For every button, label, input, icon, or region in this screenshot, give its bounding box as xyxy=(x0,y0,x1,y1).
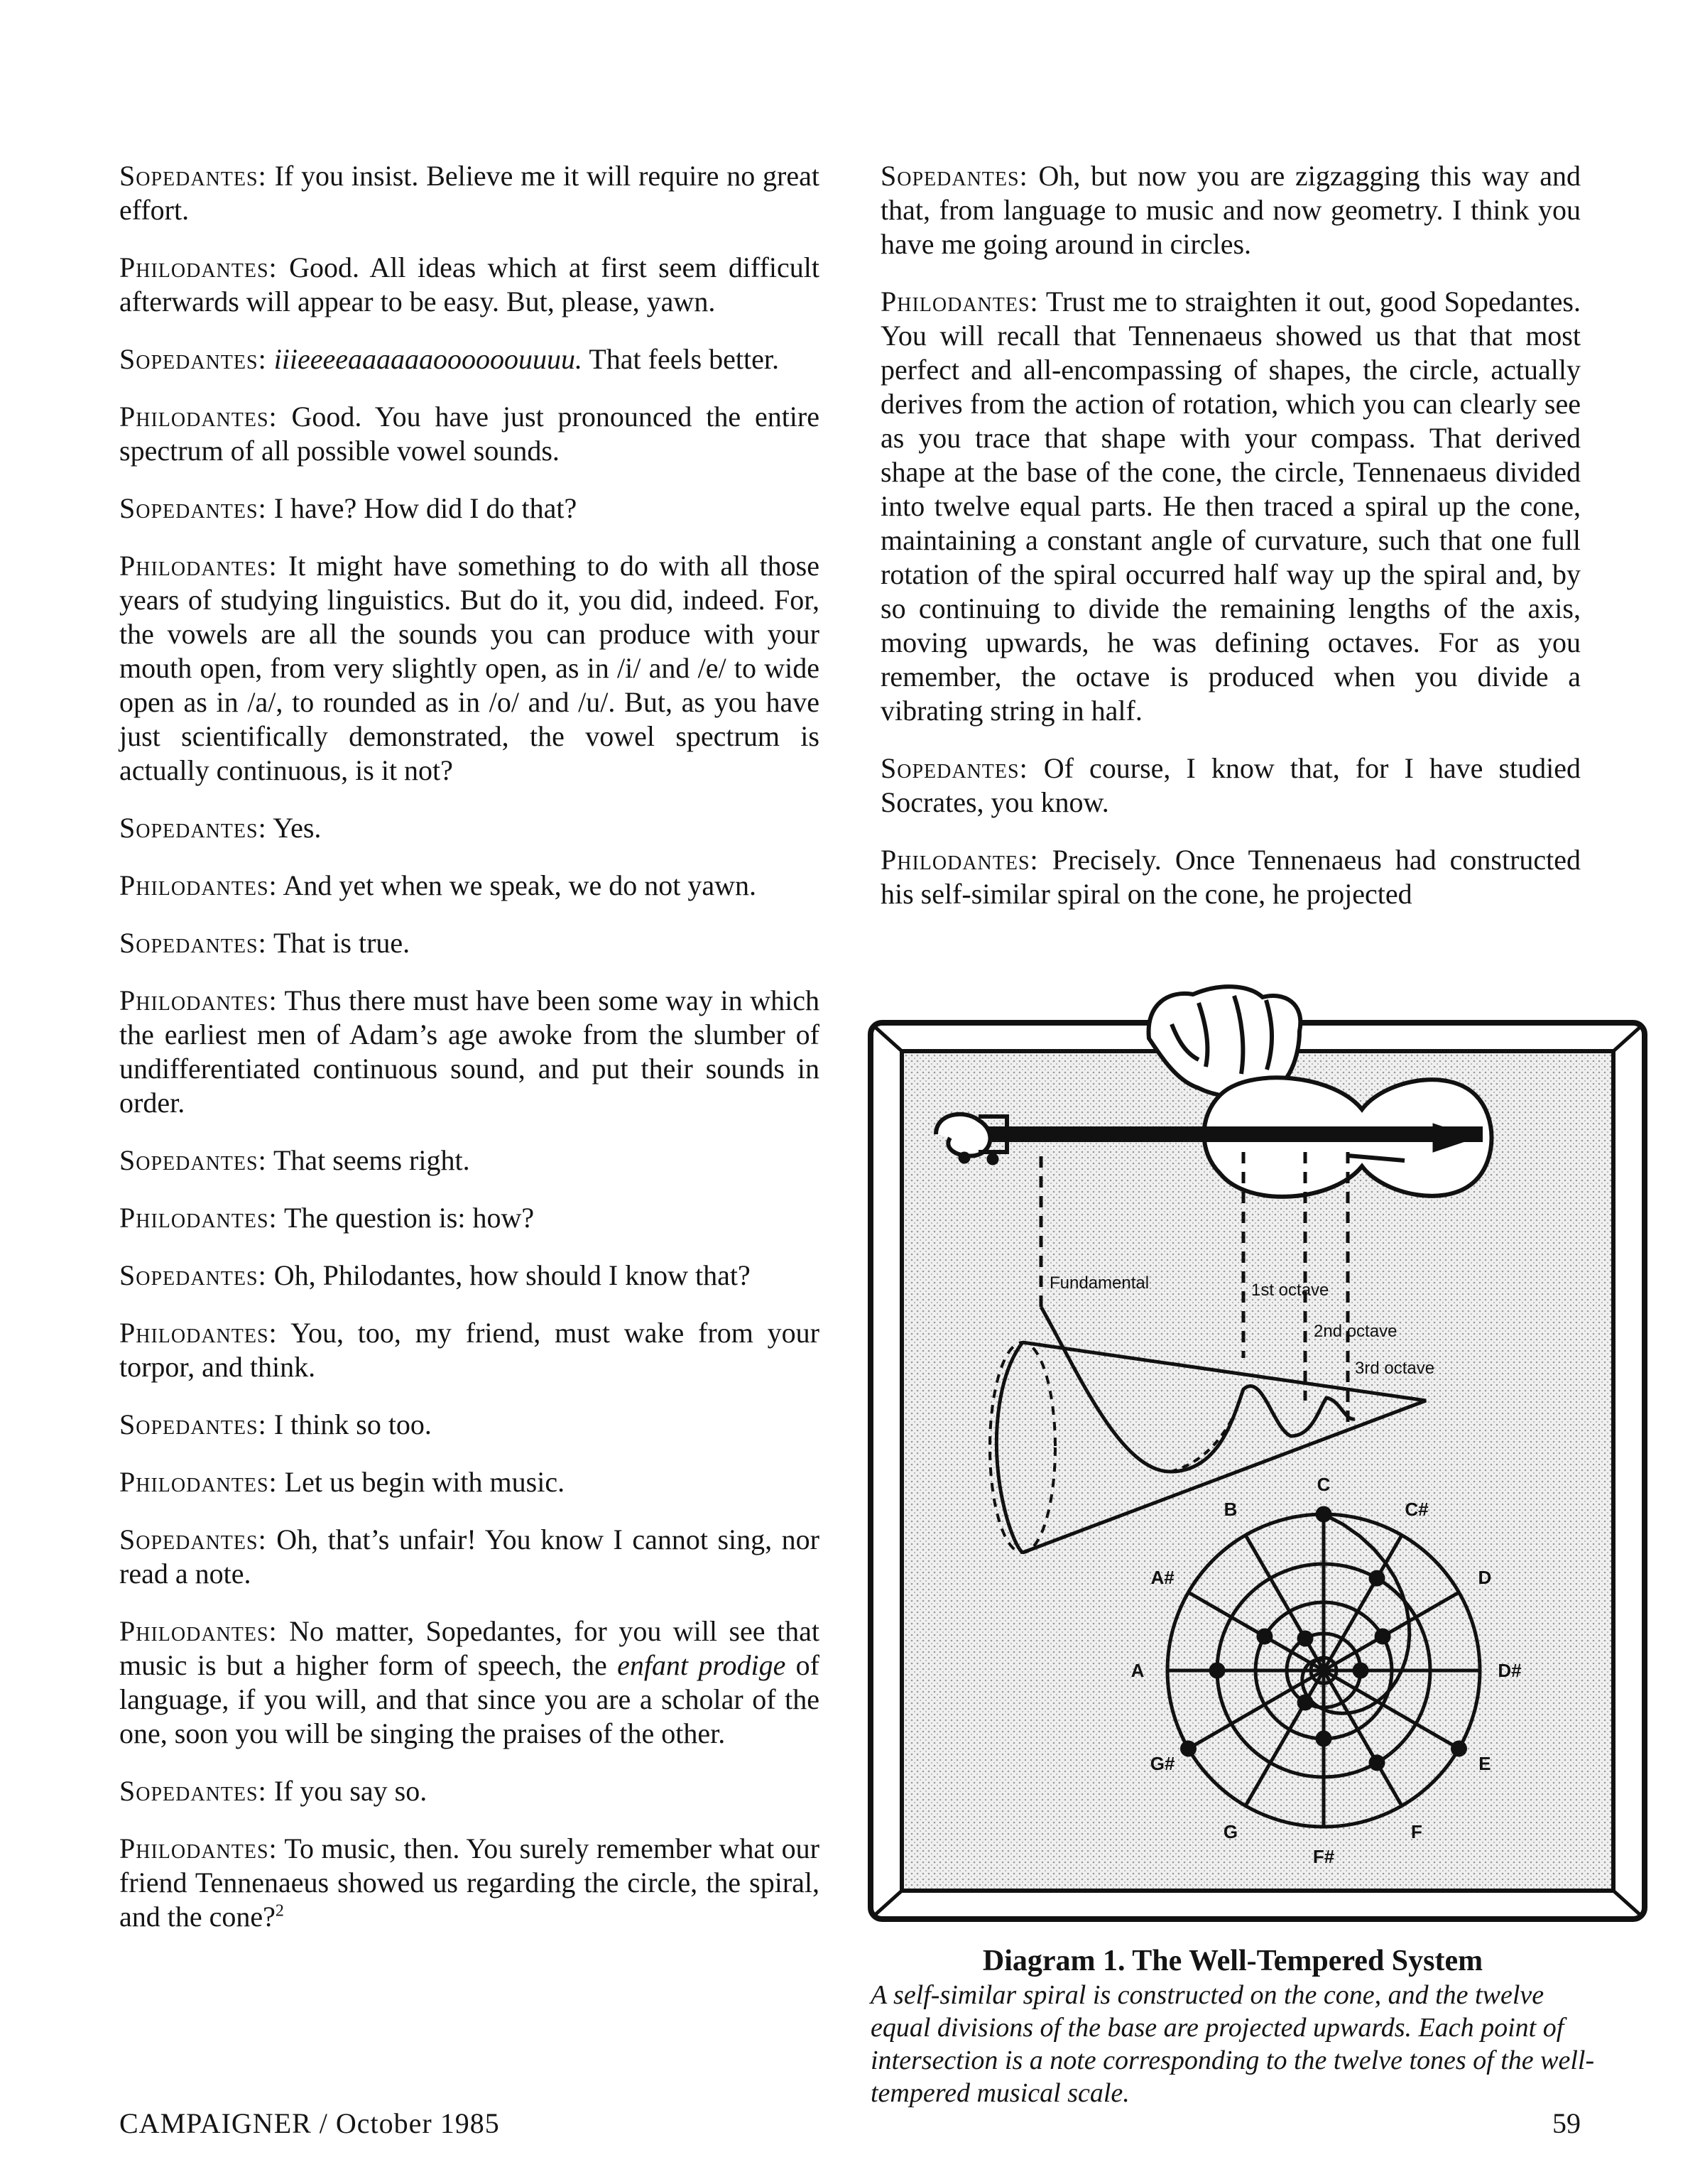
dialogue-paragraph xyxy=(119,251,819,319)
label-3rd-octave: 3rd octave xyxy=(1355,1359,1435,1378)
label-2nd-octave: 2nd octave xyxy=(1314,1322,1397,1341)
spiral-node xyxy=(1258,1630,1271,1643)
speaker-name: Philodantes: xyxy=(119,401,278,433)
dialogue-paragraph xyxy=(119,869,819,903)
dialogue-text: Of course, I know that, for I have studied Socrates, you know. xyxy=(881,752,1581,818)
note-label: F# xyxy=(1312,1846,1335,1867)
speaker-name: Sopedantes: xyxy=(881,752,1028,784)
caption-title: Diagram 1. The Well-Tempered System xyxy=(982,1945,1483,1977)
dialogue-text: If you say so. xyxy=(273,1775,427,1807)
note-label: A# xyxy=(1150,1567,1175,1588)
dialogue-text: Yes. xyxy=(273,812,322,844)
spiral-node xyxy=(1371,1756,1383,1769)
publication-line: CAMPAIGNER / October 1985 xyxy=(119,2107,500,2139)
dialogue-paragraph xyxy=(119,400,819,468)
speaker-name: Sopedantes: xyxy=(119,1259,267,1291)
speaker-name: Sopedantes: xyxy=(119,492,267,524)
speaker-name: Philodantes: xyxy=(881,844,1039,876)
dialogue-paragraph xyxy=(881,751,1581,820)
dialogue-text: No matter, Sopedantes, for you will see that music is but a higher form of speech, the xyxy=(119,1615,820,1681)
note-label: D xyxy=(1478,1567,1492,1588)
dialogue-text: And yet when we speak, we do not yawn. xyxy=(283,869,756,901)
dialogue-text: Good. You have just pronounced the entire spectrum of all possible vowel sounds. xyxy=(119,401,819,467)
dialogue-paragraph xyxy=(881,159,1581,261)
spiral-node xyxy=(1182,1742,1195,1755)
dialogue-paragraph xyxy=(119,1316,819,1384)
dialogue-paragraph xyxy=(119,926,819,960)
spiral-node xyxy=(1299,1632,1312,1645)
note-label: B xyxy=(1224,1499,1238,1521)
spiral-node xyxy=(1317,1732,1330,1745)
dialogue-paragraph xyxy=(119,159,819,227)
speaker-name: Philodantes: xyxy=(881,286,1039,317)
dialogue-paragraph xyxy=(119,1201,819,1235)
dialogue-text: Precisely. Once Tennenaeus had constructed his self-similar spiral on the cone, he projected xyxy=(881,844,1581,910)
speaker-name: Sopedantes: xyxy=(119,1144,267,1176)
footnote-marker: 2 xyxy=(275,1901,284,1920)
dialogue-text: Oh, that’s unfair! You know I cannot sing, nor read a note. xyxy=(119,1523,820,1590)
dialogue-paragraph xyxy=(119,1465,819,1499)
note-label: G xyxy=(1223,1820,1238,1842)
italic-text: enfant prodige xyxy=(617,1649,786,1681)
note-label: F xyxy=(1411,1820,1422,1842)
dialogue-paragraph xyxy=(119,342,819,376)
label-fundamental: Fundamental xyxy=(1050,1273,1150,1293)
dialogue-paragraph xyxy=(119,1774,819,1808)
diagram-well-tempered-system xyxy=(865,974,1650,1926)
speaker-name: Sopedantes: xyxy=(881,160,1028,192)
dialogue-paragraph xyxy=(881,843,1581,911)
note-label: A xyxy=(1130,1660,1145,1681)
speaker-name: Philodantes: xyxy=(119,1466,278,1498)
dialogue-paragraph xyxy=(119,811,819,845)
dialogue-text: That is true. xyxy=(273,927,410,959)
note-label: C xyxy=(1317,1474,1331,1495)
spiral-node xyxy=(1376,1630,1389,1643)
note-label: D# xyxy=(1498,1660,1522,1681)
dialogue-paragraph xyxy=(119,1259,819,1293)
dialogue-paragraph xyxy=(119,1143,819,1178)
speaker-name: Philodantes: xyxy=(119,251,278,283)
dialogue-text: That seems right. xyxy=(273,1144,470,1176)
italic-text: iiieeeeaaaaaaoooooouuuu. xyxy=(273,343,583,375)
dialogue-paragraph xyxy=(119,1523,819,1591)
dialogue-text: That feels better. xyxy=(582,343,779,375)
speaker-name: Philodantes: xyxy=(119,550,278,582)
dialogue-text: If you insist. Believe me it will require no great effort. xyxy=(119,160,820,226)
dialogue-text: You, too, my friend, must wake from your torpor, and think. xyxy=(119,1317,819,1383)
speaker-name: Sopedantes: xyxy=(119,927,267,959)
speaker-name: Philodantes: xyxy=(119,869,278,901)
page-number: 59 xyxy=(1552,2107,1581,2139)
figure-caption xyxy=(871,1943,1595,2109)
speaker-name: Sopedantes: xyxy=(119,1408,267,1440)
dialogue-text: Oh, but now you are zigzagging this way and that, from language to music and now geometry. I think you have me going around in circles. xyxy=(881,160,1581,260)
speaker-name: Philodantes: xyxy=(119,1317,278,1349)
note-label: C# xyxy=(1405,1499,1429,1521)
speaker-name: Philodantes: xyxy=(119,1202,278,1234)
speaker-name: Philodantes: xyxy=(119,1832,278,1864)
speaker-name: Sopedantes: xyxy=(119,160,267,192)
speaker-name: Sopedantes: xyxy=(119,812,267,844)
dialogue-text-continued: of language, if you will, and that since you are a scholar of the one, soon you will be singing the praises of the other. xyxy=(119,1649,819,1749)
dialogue-paragraph xyxy=(881,285,1581,728)
dialogue-text: The question is: how? xyxy=(283,1202,535,1234)
speaker-name: Sopedantes: xyxy=(119,1523,267,1555)
dialogue-paragraph xyxy=(119,549,819,788)
dialogue-paragraph xyxy=(119,1832,819,1934)
spiral-node xyxy=(1211,1664,1224,1677)
spiral-node xyxy=(1453,1742,1466,1755)
dialogue-text: Let us begin with music. xyxy=(284,1466,565,1498)
speaker-name: Sopedantes: xyxy=(119,1775,267,1807)
dialogue-text: Thus there must have been some way in which the earliest men of Adam’s age awoke from the slumber of undifferentiated continuous sound, and put their sounds in order. xyxy=(119,984,819,1119)
dialogue-text: Good. All ideas which at first seem difficult afterwards will appear to be easy. But, please, yawn. xyxy=(119,251,819,317)
dialogue-paragraph xyxy=(119,1614,819,1751)
dialogue-paragraph xyxy=(119,491,819,526)
speaker-name: Philodantes: xyxy=(119,984,278,1016)
dialogue-paragraph xyxy=(119,1408,819,1442)
label-1st-octave: 1st octave xyxy=(1251,1281,1329,1300)
dialogue-text: It might have something to do with all those years of studying linguistics. But do it, you did, indeed. For, the vowels are all the sounds you can produce with your mouth open, from very slightly open, as in /i/ and /e/ to wide open as in /a/, to rounded as in /o/ and /u/. But, as you have just scientifically demonstrated, the vowel spectrum is actually continuous, is it not? xyxy=(119,550,819,786)
speaker-name: Philodantes: xyxy=(119,1615,278,1647)
speaker-name: Sopedantes: xyxy=(119,343,267,375)
note-label: G# xyxy=(1150,1753,1175,1774)
dialogue-text: I think so too. xyxy=(273,1408,432,1440)
left-column xyxy=(119,159,819,1957)
dialogue-paragraph xyxy=(119,984,819,1120)
note-label: E xyxy=(1478,1753,1491,1774)
spiral-node xyxy=(1354,1664,1367,1677)
caption-text: A self-similar spiral is constructed on the cone, and the twelve equal divisions of the base are projected upwards. Each point of intersection is a note corresponding to the twelve tones of the well-tempered musical scale. xyxy=(871,1980,1595,2108)
spiral-node xyxy=(1371,1572,1383,1585)
dialogue-text: I have? How did I do that? xyxy=(273,492,577,524)
right-column xyxy=(881,159,1581,935)
dialogue-text: Trust me to straighten it out, good Sopedantes. You will recall that Tennenaeus showed us that that most perfect and all-encompassing of shapes, the circle, actually derives from the action of rotation, which you can clearly see as you trace that shape with your compass. That derived shape at the base of the cone, the circle, Tennenaeus divided into twelve equal parts. He then traced a spiral up the cone, maintaining a constant angle of curvature, such that one full rotation of the spiral occurred half way up the spiral and, by so continuing to divide the remaining lengths of the axis, moving upwards, he was defining octaves. For as you remember, the octave is produced when you divide a vibrating string in half. xyxy=(881,286,1581,727)
dialogue-text: To music, then. You surely remember what our friend Tennenaeus showed us regarding the circle, the spiral, and the cone? xyxy=(119,1832,819,1933)
dialogue-text: Oh, Philodantes, how should I know that? xyxy=(273,1259,751,1291)
